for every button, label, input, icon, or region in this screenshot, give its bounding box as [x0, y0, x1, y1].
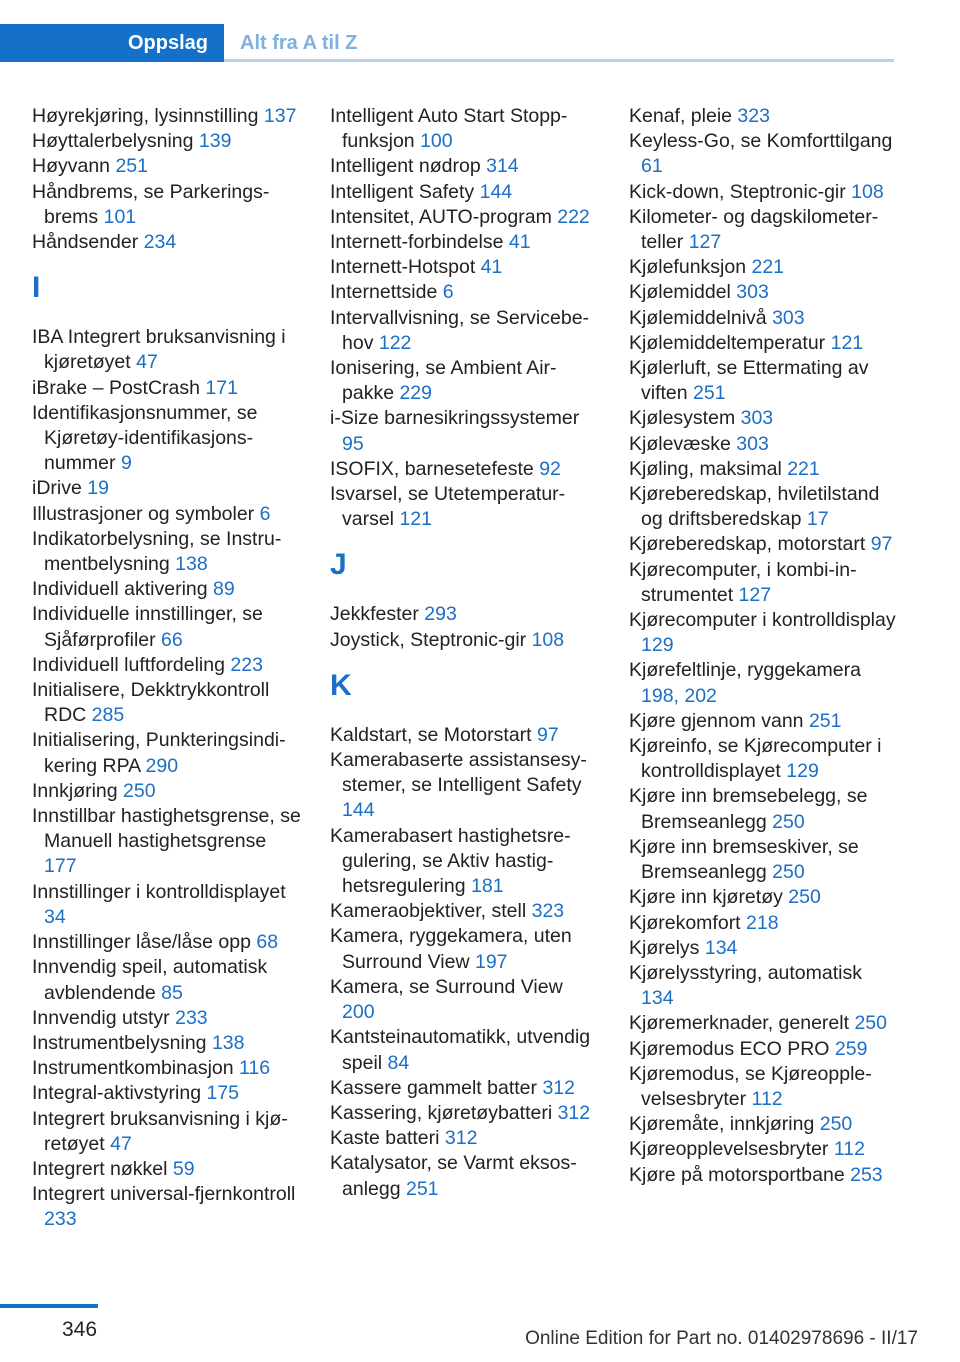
- index-entry: [32, 779, 302, 804]
- index-entry: [330, 205, 600, 230]
- index-term: ISOFIX, barnesetefeste: [330, 457, 540, 480]
- edition-note: Online Edition for Part no. 01402978696 - II/17: [525, 1328, 918, 1349]
- page-reference-link[interactable]: 144: [342, 799, 375, 822]
- page-reference-link[interactable]: 61: [641, 155, 663, 178]
- page-reference-link[interactable]: 97: [870, 533, 893, 556]
- index-term: Kjøre gjennom vann: [629, 709, 809, 732]
- index-term: Kjøre inn bremseskiver, se Bremseanlegg: [629, 835, 859, 884]
- index-term: Kjørecomputer, i kombi-instrumentet: [629, 558, 857, 606]
- index-term: Kjølemiddeltemperatur: [629, 331, 831, 354]
- index-entry: [32, 527, 302, 577]
- index-term: Jekkfester: [330, 603, 425, 626]
- index-entry: [330, 1076, 600, 1101]
- page-reference-link[interactable]: 250: [772, 810, 805, 833]
- index-term: Indikatorbelysning, se Instrumentbelysning: [32, 527, 282, 576]
- index-entry: [629, 205, 899, 255]
- index-entry: [629, 406, 899, 431]
- page-reference-link[interactable]: 312: [444, 1127, 478, 1150]
- index-term: Kjøre inn kjøretøy: [629, 886, 789, 909]
- index-term: Isvarsel, se Utetemperaturvarsel: [330, 483, 566, 531]
- page-reference-link[interactable]: 138: [175, 553, 208, 576]
- page-reference-link[interactable]: 17: [806, 508, 829, 531]
- page-reference-link[interactable]: 108: [851, 180, 884, 203]
- index-term: Intelligent Safety: [330, 180, 480, 203]
- index-term: IBA Integrert bruksanvisning i kjøretøyet: [32, 326, 286, 374]
- page-reference-link[interactable]: 221: [751, 256, 785, 279]
- page-reference-link[interactable]: 97: [537, 723, 559, 746]
- index-term: Instrumentbelysning: [32, 1031, 212, 1054]
- page-reference-link[interactable]: 293: [424, 603, 457, 626]
- page-reference-link[interactable]: 139: [198, 130, 232, 153]
- page-reference-link[interactable]: 134: [704, 936, 738, 959]
- index-entry: [629, 558, 899, 608]
- index-term: Identifikasjonsnummer, se Kjøretøy-identifikasjonsnummer: [32, 401, 258, 475]
- index-entry: [330, 1151, 600, 1201]
- index-term: Høyvann: [32, 155, 116, 178]
- index-entry: [32, 154, 302, 179]
- index-term: Kjøreinfo, se Kjørecomputer i kontrolldisplayet: [629, 735, 882, 783]
- index-entry: [629, 280, 899, 305]
- page-reference-link[interactable]: 92: [539, 457, 561, 480]
- page-reference-link[interactable]: 218: [746, 911, 779, 934]
- page-reference-link[interactable]: 250: [123, 779, 156, 802]
- page-reference-link[interactable]: 303: [740, 407, 774, 430]
- page-reference-link[interactable]: 250: [854, 1012, 887, 1035]
- page-reference-link[interactable]: 197: [474, 950, 508, 973]
- section-letter: I: [32, 271, 41, 305]
- tab-alt-fra-a-til-z[interactable]: Alt fra A til Z: [240, 31, 358, 54]
- index-entry: [629, 784, 899, 834]
- page-reference-link[interactable]: 175: [206, 1082, 240, 1105]
- index-entry: [629, 180, 899, 205]
- index-entry: [32, 1157, 302, 1182]
- page-reference-link[interactable]: 323: [531, 900, 565, 923]
- page-number: 346: [62, 1318, 98, 1341]
- index-entry: [32, 1107, 302, 1157]
- index-term: Kjølerluft, se Ettermating av viften: [629, 357, 869, 405]
- page-reference-link[interactable]: 95: [342, 432, 364, 455]
- page-reference-link[interactable]: 303: [736, 281, 769, 304]
- index-entry: [330, 723, 600, 748]
- index-term: Kamera, ryggekamera, uten Surround View: [330, 925, 572, 973]
- page-reference-link[interactable]: 6: [259, 502, 271, 525]
- index-entry: [330, 457, 600, 482]
- index-term: Kjørelysstyring, automatisk: [629, 961, 862, 984]
- page-reference-link[interactable]: 85: [161, 981, 183, 1004]
- index-entry: [629, 356, 899, 406]
- page-reference-link[interactable]: 285: [91, 704, 125, 727]
- index-entry: [629, 835, 899, 885]
- header: [0, 0, 960, 62]
- index-entry: [629, 532, 899, 557]
- page-reference-link[interactable]: 66: [161, 628, 183, 651]
- index-term: Innvendig utstyr: [32, 1006, 176, 1029]
- index-entry: [629, 658, 899, 708]
- index-entry: [330, 1101, 600, 1126]
- index-entry: [330, 628, 600, 653]
- page-reference-link[interactable]: 9: [120, 452, 132, 475]
- index-entry: [330, 748, 600, 824]
- page-reference-link[interactable]: 323: [737, 105, 770, 127]
- index-entry: [330, 975, 600, 1025]
- index-term: Integrert universal-fjernkontroll: [32, 1183, 296, 1206]
- index-term: Kjølemiddelnivå: [629, 306, 773, 329]
- index-term: Kjøreopplevelsesbryter: [629, 1138, 834, 1161]
- index-entry: [330, 924, 600, 974]
- index-entry: [32, 502, 302, 527]
- page-reference-link[interactable]: 19: [87, 477, 109, 500]
- index-term: Integrert bruksanvisning i kjøretøyet: [32, 1107, 288, 1155]
- page-reference-link[interactable]: 303: [772, 306, 805, 329]
- index-term: Intelligent nødrop: [330, 155, 487, 178]
- index-term: Initialisering, Punkteringsindikering RPA: [32, 729, 286, 777]
- index-entry: [32, 1031, 302, 1056]
- index-entry: [629, 482, 899, 532]
- index-entry: [32, 476, 302, 501]
- index-term: Kassere gammelt batter: [330, 1076, 543, 1099]
- page-reference-link[interactable]: 223: [230, 653, 263, 676]
- page-reference-link[interactable]: 121: [399, 508, 432, 531]
- page-reference-link[interactable]: 181: [471, 875, 504, 898]
- page-reference-link[interactable]: 200: [342, 1001, 375, 1024]
- index-entry: [629, 961, 899, 1011]
- index-entry: [32, 678, 302, 728]
- index-term: Kjøling, maksimal: [629, 457, 788, 480]
- index-entry: [32, 804, 302, 880]
- index-entry: [629, 1137, 899, 1162]
- index-term: Innstillinger låse/låse opp: [32, 931, 257, 954]
- index-entry: [629, 885, 899, 910]
- page-reference-link[interactable]: 68: [256, 931, 279, 954]
- index-term: Kassering, kjøretøybatteri: [330, 1101, 558, 1124]
- index-term: Høyttalerbelysning: [32, 130, 199, 153]
- page-reference-link[interactable]: 47: [110, 1132, 132, 1155]
- index-term: Kamerabasert hastighetsregulering, se Aktiv hastighetsregulering: [330, 824, 571, 898]
- footer-accent-line: [0, 1304, 98, 1308]
- index-term: Internett-Hotspot: [330, 256, 481, 279]
- index-entry: [330, 154, 600, 179]
- index-entry: [32, 1081, 302, 1106]
- index-term: Kjølefunksjon: [629, 256, 752, 279]
- page-reference-link[interactable]: 253: [850, 1163, 883, 1186]
- index-term: Innstillinger i kontrolldisplayet: [32, 880, 286, 903]
- index-entry: [629, 734, 899, 784]
- index-entry: [330, 104, 600, 154]
- index-term: Internett-forbindelse: [330, 231, 509, 254]
- index-term: Innstillbar hastighetsgrense, se Manuell hastighetsgrense: [32, 805, 301, 853]
- index-term: i-Size barnesikringssystemer: [330, 407, 580, 430]
- page-reference-link[interactable]: 116: [239, 1057, 271, 1080]
- index-entry: [330, 1126, 600, 1151]
- index-term: Intelligent Auto Start Stopp-funksjon: [330, 105, 568, 153]
- page-reference-link[interactable]: 129: [641, 634, 674, 657]
- index-term: iBrake – PostCrash: [32, 376, 206, 399]
- index-term: Individuell aktivering: [32, 578, 214, 601]
- index-term: Keyless-Go, se Komforttilgang: [629, 130, 893, 153]
- page-reference-link[interactable]: 121: [830, 331, 864, 354]
- index-entry: [629, 306, 899, 331]
- index-entry: [330, 356, 600, 406]
- page-reference-link[interactable]: 250: [772, 861, 805, 884]
- page-reference-link[interactable]: 303: [736, 432, 769, 455]
- index-term: Kjølesystem: [629, 407, 741, 430]
- page-reference-link[interactable]: 129: [786, 760, 819, 783]
- page-reference-link[interactable]: 250: [819, 1113, 853, 1136]
- page-reference-link[interactable]: 177: [44, 855, 77, 878]
- index-entry: [32, 230, 302, 255]
- index-entry: [629, 331, 899, 356]
- index-term: Intensitet, AUTO-program: [330, 205, 558, 228]
- index-term: Kilometer- og dagskilometerteller: [629, 205, 879, 254]
- index-term: Kenaf, pleie: [629, 105, 738, 127]
- page-reference-link[interactable]: 6: [442, 281, 454, 304]
- index-entry: [629, 104, 899, 129]
- page-reference-link[interactable]: 233: [44, 1208, 77, 1231]
- page-reference-link[interactable]: 290: [145, 754, 179, 777]
- index-entry: [629, 1062, 899, 1112]
- index-term: Kaldstart, se Motorstart: [330, 723, 537, 746]
- index-entry: [32, 180, 302, 230]
- page-reference-link[interactable]: 314: [486, 155, 519, 178]
- index-term: Innvendig speil, automatisk avblendende: [32, 956, 268, 1004]
- index-entry: [32, 728, 302, 778]
- index-entry: [32, 325, 302, 375]
- index-term: Internettside: [330, 281, 443, 304]
- index-term: Illustrasjoner og symboler: [32, 502, 260, 525]
- index-entry: [330, 306, 600, 356]
- index-term: Kjøremerknader, generelt: [629, 1012, 855, 1035]
- index-term: iDrive: [32, 477, 88, 500]
- page-reference-link[interactable]: 84: [387, 1051, 410, 1074]
- index-term: Kjøremåte, innkjøring: [629, 1113, 820, 1136]
- index-term: Kjøre inn bremsebelegg, se Bremseanlegg: [629, 785, 868, 833]
- page-reference-link[interactable]: 127: [738, 583, 772, 606]
- index-entry: [330, 602, 600, 627]
- index-term: Initialisere, Dekktrykkontroll RDC: [32, 679, 270, 727]
- index-term: Kjølevæske: [629, 432, 737, 455]
- page-reference-link[interactable]: 34: [44, 905, 66, 928]
- page-reference-link[interactable]: 47: [136, 351, 158, 374]
- index-entry: [32, 930, 302, 955]
- index-entry: [629, 608, 899, 658]
- page-reference-link[interactable]: 251: [808, 709, 842, 732]
- index-entry: [32, 104, 302, 129]
- index-term: Integrert nøkkel: [32, 1157, 173, 1180]
- index-term: Kjørekomfort: [629, 911, 747, 934]
- index-term: Kamera, se Surround View: [330, 975, 563, 998]
- index-entry: [629, 129, 899, 179]
- index-entry: [629, 709, 899, 734]
- index-column-3: [629, 104, 899, 1188]
- page-reference-link[interactable]: 233: [175, 1006, 208, 1029]
- index-entry: [330, 230, 600, 255]
- index-entry: [32, 376, 302, 401]
- index-term: Kaste batteri: [330, 1127, 445, 1150]
- index-entry: [629, 255, 899, 280]
- index-term: Instrumentkombinasjon: [32, 1057, 240, 1080]
- index-entry: [32, 401, 302, 477]
- page-reference-link[interactable]: 234: [143, 231, 177, 254]
- section-letter: K: [330, 668, 352, 702]
- index-term: Innkjøring: [32, 779, 124, 802]
- page-reference-link[interactable]: 222: [557, 205, 590, 228]
- page-reference-link[interactable]: 127: [688, 231, 722, 254]
- index-entry: [330, 280, 600, 305]
- index-term: Kjøreberedskap, motorstart: [629, 533, 871, 556]
- index-entry: [32, 1182, 302, 1232]
- index-entry: [330, 1025, 600, 1075]
- index-entry: [330, 824, 600, 900]
- index-term: Kameraobjektiver, stell: [330, 900, 532, 923]
- page-reference-link[interactable]: 101: [103, 205, 137, 228]
- header-divider: [224, 59, 894, 62]
- index-entry: [32, 577, 302, 602]
- index-term: Høyrekjøring, lysinnstilling: [32, 105, 264, 127]
- index-entry: [629, 457, 899, 482]
- page-reference-link[interactable]: 251: [405, 1177, 439, 1200]
- index-term: Individuelle innstillinger, se Sjåførprofiler: [32, 603, 263, 651]
- index-term: Håndsender: [32, 231, 144, 254]
- index-entry: [32, 1006, 302, 1031]
- index-term: Kjørelys: [629, 936, 705, 959]
- index-entry: [32, 880, 302, 930]
- index-term: Kantsteinautomatikk, utvendig speil: [330, 1026, 591, 1074]
- page-reference-link[interactable]: 171: [205, 376, 238, 399]
- index-term: Kick-down, Steptronic-gir: [629, 180, 852, 203]
- index-entry: [330, 482, 600, 532]
- page-reference-link[interactable]: 41: [480, 256, 503, 279]
- index-entry: [629, 1163, 899, 1188]
- index-term: Individuell luftfordeling: [32, 653, 231, 676]
- index-entry: [330, 180, 600, 205]
- index-term: Kjørecomputer i kontrolldisplay: [629, 609, 896, 632]
- index-term: Intervallvisning, se Servicebehov: [330, 306, 590, 354]
- index-term: Kjøremodus ECO PRO: [629, 1037, 835, 1060]
- index-term: Kjøre på motorsportbane: [629, 1163, 851, 1186]
- page-reference-link[interactable]: 122: [378, 331, 412, 354]
- page-reference-link[interactable]: 59: [172, 1157, 195, 1180]
- index-entry: [629, 911, 899, 936]
- index-column-1: [32, 104, 302, 1233]
- page-reference-link[interactable]: 251: [115, 155, 148, 178]
- page-reference-link[interactable]: 89: [213, 578, 235, 601]
- tab-oppslag[interactable]: Oppslag: [0, 24, 224, 62]
- page-reference-link[interactable]: 112: [751, 1087, 783, 1110]
- page-reference-link[interactable]: 108: [531, 628, 565, 651]
- index-entry: [32, 602, 302, 652]
- page-reference-link[interactable]: 138: [211, 1031, 245, 1054]
- page-reference-link[interactable]: 312: [557, 1101, 591, 1124]
- page-reference-link[interactable]: 221: [787, 457, 820, 480]
- index-entry: [629, 1011, 899, 1036]
- index-entry: [32, 955, 302, 1005]
- index-term: Joystick, Steptronic-gir: [330, 628, 532, 651]
- index-entry: [32, 129, 302, 154]
- page-reference-link[interactable]: 259: [834, 1037, 868, 1060]
- index-term: Kamerabaserte assistansesystemer, se Intelligent Safety: [330, 749, 587, 797]
- index-term: Kjørefeltlinje, ryggekamera: [629, 659, 861, 682]
- index-entry: [330, 255, 600, 280]
- index-entry: [629, 1037, 899, 1062]
- page-reference-link[interactable]: 100: [420, 130, 453, 153]
- index-entry: [32, 653, 302, 678]
- index-term: Katalysator, se Varmt eksosanlegg: [330, 1152, 577, 1200]
- page-reference-link[interactable]: 112: [833, 1138, 865, 1161]
- index-term: Kjøreberedskap, hviletilstand og driftsberedskap: [629, 483, 880, 531]
- index-term: Kjølemiddel: [629, 281, 737, 304]
- index-entry: [32, 1056, 302, 1081]
- index-term: Ionisering, se Ambient Air-pakke: [330, 357, 557, 405]
- page-reference-link[interactable]: 144: [479, 180, 513, 203]
- index-entry: [629, 432, 899, 457]
- index-term: Håndbrems, se Parkeringsbrems: [32, 180, 270, 228]
- page-reference-link[interactable]: 312: [542, 1076, 575, 1099]
- index-entry: [330, 406, 600, 456]
- page-reference-link[interactable]: 134: [641, 987, 674, 1010]
- index-entry: [330, 899, 600, 924]
- index-term: Integral-aktivstyring: [32, 1082, 207, 1105]
- page-reference-link[interactable]: 251: [693, 382, 726, 405]
- index-term: Kjøremodus, se Kjøreopplevelsesbryter: [629, 1062, 872, 1110]
- section-letter: J: [330, 548, 347, 582]
- index-entry: [629, 936, 899, 961]
- page-reference-link[interactable]: 41: [508, 231, 531, 254]
- index-entry: [629, 1112, 899, 1137]
- page-reference-link[interactable]: 250: [788, 886, 821, 909]
- page-reference-link[interactable]: 198, 202: [641, 684, 717, 707]
- index-column-2: [330, 104, 600, 1202]
- page-reference-link[interactable]: 137: [263, 105, 297, 127]
- page-reference-link[interactable]: 229: [399, 382, 432, 405]
